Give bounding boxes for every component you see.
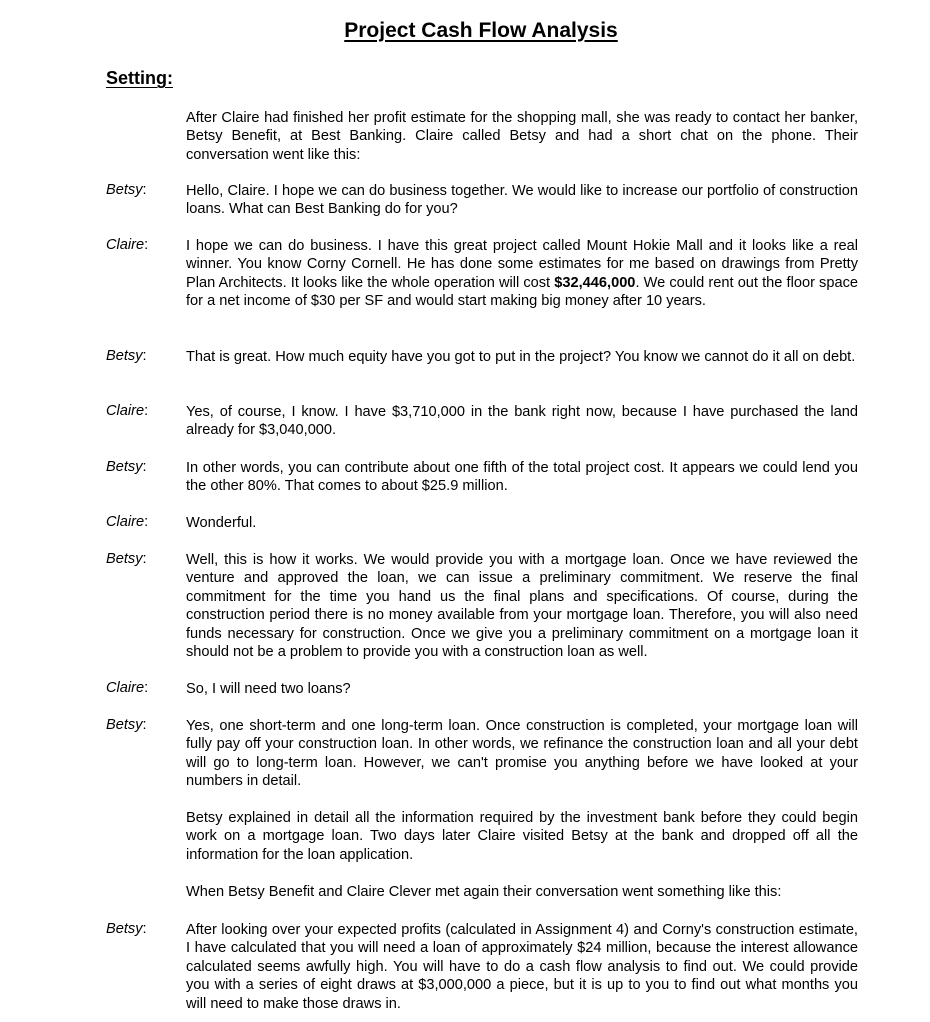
narration-text: When Betsy Benefit and Claire Clever met again their conversation went something like this: — [186, 884, 782, 900]
total-cost-value: $32,446,000 — [554, 274, 636, 291]
speaker-label: Betsy: — [106, 348, 147, 364]
page-title: Project Cash Flow Analysis — [344, 19, 618, 42]
narration-text: Betsy explained in detail all the information required by the investment bank before they could begin work on a mortgage loan. Two days later Claire visited Betsy at the bank and dropped off all the information for the loan application. — [186, 810, 858, 863]
speaker-label: Claire: — [106, 237, 149, 253]
intro-text: After Claire had finished her profit estimate for the shopping mall, she was ready to contact her banker, Betsy Benefit, at Best Banking. Claire called Betsy and had a short chat on the phone. Their conversation went like this: — [186, 110, 858, 163]
dialogue-text: After looking over your expected profits (calculated in Assignment 4) and Corny's construction estimate, I have calculated that you will need a loan of approximately $24 million, because the interest allowance calculated seems awfully high. You will have to do a cash flow analysis to find out. We could provide you with a series of eight draws at $3,000,000 a piece, but it is up to you to find out what months you will need to make those draws in. — [186, 922, 858, 1012]
speaker-label: Betsy: — [106, 717, 147, 733]
dialogue-text: I hope we can do business. I have this great project called Mount Hokie Mall and it looks like a real winner. You know Corny Cornell. He has done some estimates for me based on drawings from Pretty Plan Architects. It looks like the whole operation will cost $32,446,000. We could rent out the floor space for a net income of $30 per SF and would start making big money after 10 years. — [186, 238, 859, 310]
speaker-label: Betsy: — [106, 551, 147, 567]
dialogue-text: In other words, you can contribute about one fifth of the total project cost. It appears we could lend you the other 80%. That comes to about $25.9 million. — [186, 460, 858, 495]
dialogue-text: Yes, one short-term and one long-term loan. Once construction is completed, your mortgage loan will fully pay off your construction loan. In other words, we refinance the construction loan and all your debt will go to long-term loan. However, we can't promise you anything before we have looked at your numbers in detail. — [186, 718, 858, 790]
speaker-label: Betsy: — [106, 921, 147, 937]
dialogue-text: Well, this is how it works. We would provide you with a mortgage loan. Once we have reviewed the venture and approved the loan, we can issue a preliminary commitment. We reserve the final commitment for the time you hand us the final plans and specifications. Of course, during the construction period there is no money available from your mortgage loan. Therefore, you will also need funds necessary for construction. Once we give you a preliminary commitment on a mortgage loan it should not be a problem to provide you with a construction loan as well. — [186, 552, 858, 661]
setting-heading: Setting: — [106, 68, 173, 88]
speaker-label: Claire: — [106, 680, 149, 696]
dialogue-text: That is great. How much equity have you got to put in the project? You know we cannot do it all on debt. — [186, 349, 856, 365]
dialogue-text: Yes, of course, I know. I have $3,710,000 in the bank right now, because I have purchased the land already for $3,040,000. — [186, 404, 858, 439]
speaker-label: Betsy: — [106, 459, 147, 475]
dialogue-text: Hello, Claire. I hope we can do business together. We would like to increase our portfolio of construction loans. What can Best Banking do for you? — [186, 183, 858, 218]
dialogue-text: Wonderful. — [186, 515, 257, 531]
dialogue-text: So, I will need two loans? — [186, 681, 351, 697]
speaker-label: Claire: — [106, 514, 149, 530]
speaker-label: Claire: — [106, 403, 149, 419]
speaker-label: Betsy: — [106, 182, 147, 198]
